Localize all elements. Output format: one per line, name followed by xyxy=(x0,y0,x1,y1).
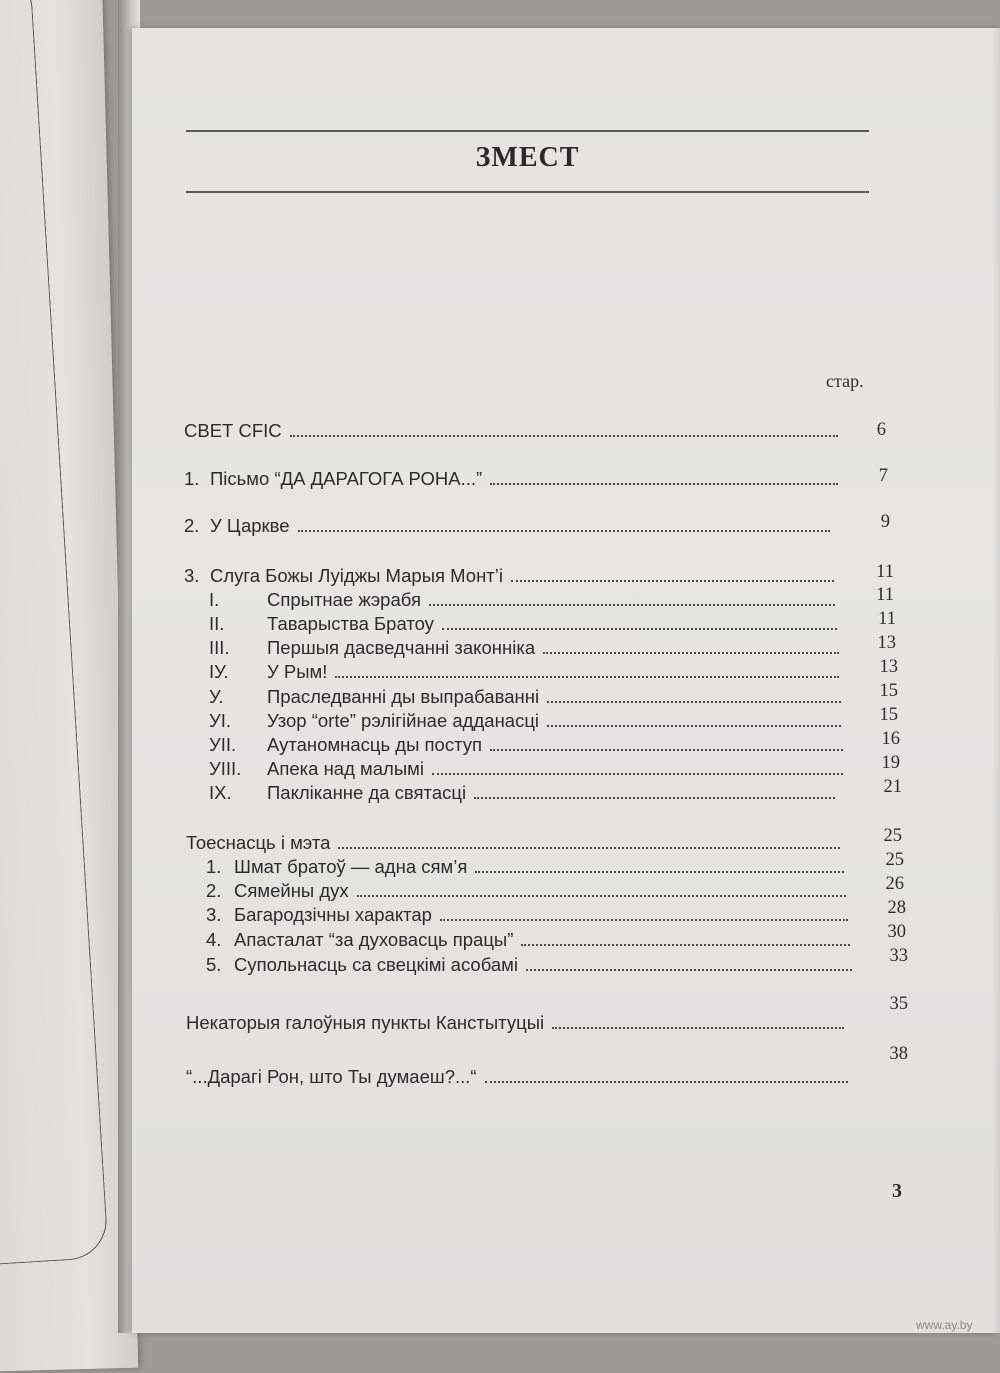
dot-leader xyxy=(429,604,835,606)
toc-entry-number: IУ. xyxy=(209,661,229,682)
toc-entry-title: Апека над малымі xyxy=(267,758,424,779)
toc-entry-title: Пакліканне да святасці xyxy=(267,782,467,803)
toc-entry[interactable] xyxy=(206,904,854,926)
toc-entry[interactable] xyxy=(184,565,840,587)
dot-leader xyxy=(290,435,838,437)
toc-entry-number: IX. xyxy=(209,782,232,803)
dot-leader xyxy=(547,701,841,703)
toc-entry-page: 19 xyxy=(881,753,900,773)
toc-entry-title: СВЕТ CFIC xyxy=(184,420,282,441)
toc-entry[interactable] xyxy=(206,880,852,902)
toc-entry[interactable] xyxy=(184,420,844,442)
toc-entry-number: 1. xyxy=(206,856,222,877)
toc-entry[interactable] xyxy=(206,856,850,878)
toc-entry-title: Спрытнае жэрабя xyxy=(267,589,421,610)
dot-leader xyxy=(552,1027,844,1029)
toc-entry[interactable] xyxy=(186,1066,854,1088)
toc-entry-page: 6 xyxy=(876,420,886,440)
toc-entry-title: “...Дарагі Рон, што Ты думаеш?...“ xyxy=(186,1066,477,1087)
dot-leader xyxy=(474,797,835,799)
toc-entry-title: Таварыства Братоу xyxy=(267,613,434,634)
toc-entry-title: Узор “orte” рэлігійнае адданасці xyxy=(267,710,540,731)
toc-entry-page: 26 xyxy=(885,874,904,894)
dot-leader xyxy=(335,676,839,678)
toc-entry-title: Пісьмо “ДА ДАРАГОГА РОНА...” xyxy=(210,468,483,489)
toc-entry-page: 33 xyxy=(889,946,908,966)
toc-entry[interactable] xyxy=(184,515,836,537)
toc-entry[interactable] xyxy=(209,686,847,708)
toc-entry-number: 3. xyxy=(206,904,222,925)
page-title: ЗМЕСТ xyxy=(475,142,580,173)
toc-entry[interactable] xyxy=(186,832,846,854)
toc-entry-number: 1. xyxy=(184,468,200,489)
toc-entry-page: 25 xyxy=(883,826,902,846)
dot-leader xyxy=(490,749,843,751)
toc-entry-number: I. xyxy=(209,589,220,610)
contents-page xyxy=(132,28,1000,1333)
toc-entry-title: У Рым! xyxy=(267,661,328,682)
toc-entry[interactable] xyxy=(184,468,844,490)
dot-leader xyxy=(357,895,846,897)
toc-entry-page: 30 xyxy=(887,922,906,942)
dot-leader xyxy=(543,652,839,654)
toc-entry-page: 13 xyxy=(879,657,898,677)
toc-entry-page: 15 xyxy=(879,705,898,725)
dot-leader xyxy=(511,580,834,582)
toc-entry-page: 7 xyxy=(878,466,888,486)
toc-entry[interactable] xyxy=(209,782,841,804)
toc-entry-number: III. xyxy=(209,637,230,658)
toc-entry-title: Першыя дасведчанні законніка xyxy=(267,637,536,658)
toc-entry[interactable] xyxy=(206,929,856,951)
dot-leader xyxy=(547,725,841,727)
toc-entry-title: Тоеснасць і мэта xyxy=(186,832,331,853)
page-column-label: стар. xyxy=(826,371,864,391)
toc-entry-page: 9 xyxy=(880,512,890,532)
toc-entry-page: 28 xyxy=(887,898,906,918)
toc-entry-title: Багародзічны характар xyxy=(234,904,432,925)
toc-entry-title: Шмат братоў — адна сям’я xyxy=(234,856,468,877)
toc-entry-page: 13 xyxy=(877,633,896,653)
toc-entry[interactable] xyxy=(209,710,847,732)
dot-leader xyxy=(526,969,852,971)
toc-entry[interactable] xyxy=(209,613,843,635)
toc-entry-page: 11 xyxy=(876,562,894,582)
dot-leader xyxy=(338,847,840,849)
dot-leader xyxy=(485,1081,848,1083)
dot-leader xyxy=(475,871,844,873)
toc-entry-title: Супольнасць са свецкімі асобамі xyxy=(234,954,519,975)
toc-entry-title: Некаторыя галоўныя пункты Канстытуцыі xyxy=(186,1012,545,1033)
toc-entry[interactable] xyxy=(209,661,845,683)
toc-entry-title: Аутаномнасць ды поступ xyxy=(267,734,483,755)
toc-entry-title: Сямейны дух xyxy=(234,880,349,901)
toc-entry-page: 35 xyxy=(889,994,908,1014)
toc-entry[interactable] xyxy=(206,954,858,976)
toc-entry-title: Апасталат “за духовасць працы” xyxy=(234,929,514,950)
toc-entry[interactable] xyxy=(209,589,841,611)
dot-leader xyxy=(432,773,843,775)
toc-entry[interactable] xyxy=(209,758,849,780)
dot-leader xyxy=(440,919,848,921)
toc-entry-number: УI. xyxy=(209,710,232,731)
toc-entry-page: 38 xyxy=(889,1044,908,1064)
page-number: 3 xyxy=(892,1180,902,1202)
watermark: www.ay.by xyxy=(916,1318,973,1332)
toc-entry-title: У Царкве xyxy=(210,515,290,536)
toc-entry-number: 5. xyxy=(206,954,222,975)
dot-leader xyxy=(490,483,838,485)
toc-entry-number: УIII. xyxy=(209,758,242,779)
toc-entry[interactable] xyxy=(186,1012,850,1034)
toc-entry-page: 11 xyxy=(878,609,896,629)
toc-entry-number: УII. xyxy=(209,734,237,755)
toc-entry-number: У. xyxy=(209,686,224,707)
toc-entry[interactable] xyxy=(209,734,849,756)
dot-leader xyxy=(298,530,830,532)
toc-entry-page: 21 xyxy=(883,777,902,797)
toc-entry-title: Праследванні ды выпрабаванні xyxy=(267,686,540,707)
toc-entry-number: 4. xyxy=(206,929,222,950)
dot-leader xyxy=(442,628,837,630)
toc-entry-page: 11 xyxy=(876,585,894,605)
toc-entry-title: Слуга Божы Луіджы Марыя Монт’і xyxy=(210,565,503,586)
toc-entry-number: II. xyxy=(209,613,225,634)
toc-entry[interactable] xyxy=(209,637,845,659)
toc-entry-page: 15 xyxy=(879,681,898,701)
toc-entry-page: 16 xyxy=(881,729,900,749)
toc-entry-page: 25 xyxy=(885,850,904,870)
toc-entry-number: 3. xyxy=(184,565,200,586)
heading-rule-top xyxy=(186,130,869,132)
dot-leader xyxy=(521,944,850,946)
toc-entry-number: 2. xyxy=(184,515,200,536)
left-page-frame xyxy=(0,0,109,1266)
heading-rule-bottom xyxy=(186,191,869,193)
toc-entry-number: 2. xyxy=(206,880,222,901)
